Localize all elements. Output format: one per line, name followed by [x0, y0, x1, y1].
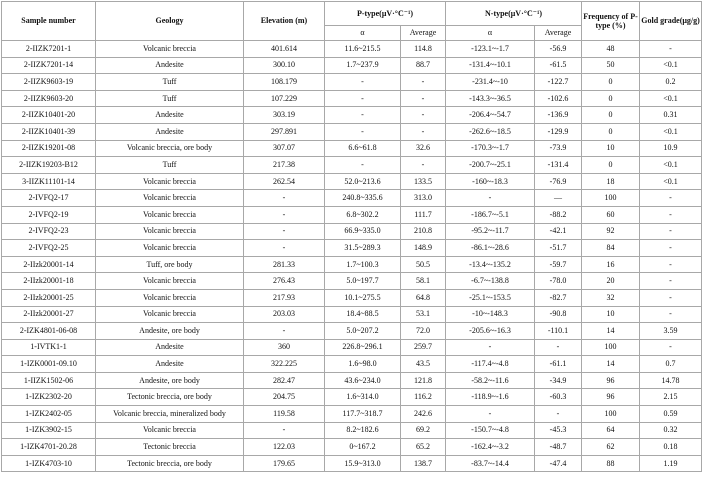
n-alpha-cell: -83.7~-14.4 — [446, 455, 535, 472]
sample-number-cell: 2-IIzk20001-18 — [2, 273, 96, 290]
frequency-cell: 14 — [582, 323, 640, 340]
elevation-cell: - — [244, 223, 325, 240]
table-header — [2, 2, 702, 41]
sample-number-cell: 1-IZK2402-05 — [2, 406, 96, 423]
n-alpha-cell: -131.4~-10.1 — [446, 57, 535, 74]
geology-header: Geology — [96, 2, 244, 41]
p-alpha-cell: 6.6~61.8 — [325, 140, 401, 157]
n-alpha-cell: -95.2~-11.7 — [446, 223, 535, 240]
frequency-cell: 100 — [582, 339, 640, 356]
p-alpha-cell: 18.4~88.5 — [325, 306, 401, 323]
n-alpha-cell: - — [446, 406, 535, 423]
n-average-cell: -56.9 — [535, 41, 582, 58]
n-alpha-cell: - — [446, 190, 535, 207]
n-average-cell: -61.5 — [535, 57, 582, 74]
n-alpha-cell: - — [446, 339, 535, 356]
n-average-cell: -136.9 — [535, 107, 582, 124]
geology-cell: Tectonic breccia — [96, 439, 244, 456]
p-average-cell: 138.7 — [401, 455, 446, 472]
p-alpha-cell: 117.7~318.7 — [325, 406, 401, 423]
frequency-cell: 50 — [582, 57, 640, 74]
p-average-cell: 148.9 — [401, 240, 446, 257]
p-average-cell: 65.2 — [401, 439, 446, 456]
n-average-cell: -45.3 — [535, 422, 582, 439]
p-alpha-cell: 11.6~215.5 — [325, 41, 401, 58]
geology-cell: Andesite — [96, 57, 244, 74]
thermoelectric-data-table — [1, 1, 702, 472]
table-row — [2, 123, 702, 140]
n-alpha-cell: -262.6~-18.5 — [446, 123, 535, 140]
gold-grade-cell: - — [640, 273, 702, 290]
n-alpha-cell: -186.7~-5.1 — [446, 206, 535, 223]
geology-cell: Volcanic breccia — [96, 41, 244, 58]
p-alpha-cell: 52.0~213.6 — [325, 173, 401, 190]
geology-cell: Tectonic breccia, ore body — [96, 455, 244, 472]
frequency-cell: 96 — [582, 389, 640, 406]
gold-grade-cell: - — [640, 339, 702, 356]
table-row — [2, 190, 702, 207]
gold-grade-header: Gold grade(μg/g) — [640, 2, 702, 41]
table-row — [2, 74, 702, 91]
n-alpha-cell: -206.4~-54.7 — [446, 107, 535, 124]
n-average-cell: -60.3 — [535, 389, 582, 406]
gold-grade-cell: <0.1 — [640, 123, 702, 140]
table-row — [2, 289, 702, 306]
gold-grade-cell: - — [640, 256, 702, 273]
n-average-cell: -78.0 — [535, 273, 582, 290]
gold-grade-cell: 0.31 — [640, 107, 702, 124]
n-average-cell: -61.1 — [535, 356, 582, 373]
elevation-cell: 217.93 — [244, 289, 325, 306]
frequency-cell: 0 — [582, 123, 640, 140]
elevation-cell: 122.03 — [244, 439, 325, 456]
frequency-cell: 32 — [582, 289, 640, 306]
geology-cell: Volcanic breccia — [96, 289, 244, 306]
gold-grade-cell: 14.78 — [640, 372, 702, 389]
frequency-cell: 48 — [582, 41, 640, 58]
gold-grade-cell: 0.59 — [640, 406, 702, 423]
geology-cell: Volcanic breccia — [96, 422, 244, 439]
frequency-cell: 0 — [582, 90, 640, 107]
sample-number-cell: 2-IIzk20001-27 — [2, 306, 96, 323]
frequency-cell: 20 — [582, 273, 640, 290]
table-row — [2, 372, 702, 389]
n-average-cell: -122.7 — [535, 74, 582, 91]
n-alpha-cell: -6.7~-138.8 — [446, 273, 535, 290]
geology-cell: Volcanic breccia, mineralized body — [96, 406, 244, 423]
p-type-header: P-type(μV·°C⁻¹) — [325, 2, 446, 26]
table-row — [2, 240, 702, 257]
n-average-cell: -73.9 — [535, 140, 582, 157]
n-average-cell: -90.8 — [535, 306, 582, 323]
p-alpha-cell: - — [325, 74, 401, 91]
gold-grade-cell: 0.32 — [640, 422, 702, 439]
elevation-cell: 307.07 — [244, 140, 325, 157]
elevation-cell: 281.33 — [244, 256, 325, 273]
sample-number-cell: 2-IVFQ2-25 — [2, 240, 96, 257]
frequency-cell: 0 — [582, 107, 640, 124]
table-row — [2, 439, 702, 456]
p-alpha-cell: 8.2~182.6 — [325, 422, 401, 439]
frequency-cell: 62 — [582, 439, 640, 456]
n-alpha-cell: -86.1~-28.6 — [446, 240, 535, 257]
frequency-cell: 84 — [582, 240, 640, 257]
geology-cell: Volcanic breccia — [96, 306, 244, 323]
elevation-cell: - — [244, 323, 325, 340]
frequency-cell: 100 — [582, 406, 640, 423]
n-average-cell: -110.1 — [535, 323, 582, 340]
table-row — [2, 41, 702, 58]
sample-number-cell: 1-IIZK1502-06 — [2, 372, 96, 389]
n-average-cell: -48.7 — [535, 439, 582, 456]
gold-grade-cell: - — [640, 190, 702, 207]
n-average-cell: -47.4 — [535, 455, 582, 472]
p-alpha-cell: 6.8~302.2 — [325, 206, 401, 223]
sample-number-cell: 2-IIZK10401-20 — [2, 107, 96, 124]
gold-grade-cell: - — [640, 41, 702, 58]
frequency-cell: 92 — [582, 223, 640, 240]
sample-number-cell: 2-IVFQ2-23 — [2, 223, 96, 240]
elevation-cell: 107.229 — [244, 90, 325, 107]
sample-number-cell: 2-IVFQ2-17 — [2, 190, 96, 207]
table-body — [2, 41, 702, 472]
geology-cell: Volcanic breccia — [96, 240, 244, 257]
n-average-cell: — — [535, 190, 582, 207]
n-alpha-cell: -205.6~-16.3 — [446, 323, 535, 340]
p-average-cell: 133.5 — [401, 173, 446, 190]
table-row — [2, 223, 702, 240]
geology-cell: Tuff — [96, 74, 244, 91]
table-row — [2, 389, 702, 406]
sample-number-cell: 1-IZK3902-15 — [2, 422, 96, 439]
elevation-cell: - — [244, 206, 325, 223]
frequency-cell: 14 — [582, 356, 640, 373]
p-average-cell: 121.8 — [401, 372, 446, 389]
table-row — [2, 140, 702, 157]
sample-number-cell: 2-IIZK9603-19 — [2, 74, 96, 91]
gold-grade-cell: <0.1 — [640, 157, 702, 174]
p-average-cell: - — [401, 74, 446, 91]
p-alpha-cell: 1.7~237.9 — [325, 57, 401, 74]
gold-grade-cell: 2.15 — [640, 389, 702, 406]
frequency-cell: 0 — [582, 74, 640, 91]
geology-cell: Volcanic breccia — [96, 206, 244, 223]
gold-grade-cell: 0.7 — [640, 356, 702, 373]
gold-grade-cell: - — [640, 240, 702, 257]
p-alpha-cell: 15.9~313.0 — [325, 455, 401, 472]
p-average-cell: - — [401, 123, 446, 140]
table-row — [2, 256, 702, 273]
sample-number-cell: 2-IIZK10401-39 — [2, 123, 96, 140]
p-average-cell: - — [401, 107, 446, 124]
gold-grade-cell: 1.19 — [640, 455, 702, 472]
table-row — [2, 455, 702, 472]
p-alpha-cell: 0~167.2 — [325, 439, 401, 456]
elevation-cell: 360 — [244, 339, 325, 356]
p-alpha-cell: 5.0~207.2 — [325, 323, 401, 340]
sample-number-cell: 2-IIZK9603-20 — [2, 90, 96, 107]
table-row — [2, 422, 702, 439]
sample-number-cell: 2-IIzk20001-14 — [2, 256, 96, 273]
n-average-cell: -42.1 — [535, 223, 582, 240]
geology-cell: Andesite — [96, 356, 244, 373]
table-row — [2, 90, 702, 107]
elevation-cell: 108.179 — [244, 74, 325, 91]
frequency-cell: 16 — [582, 256, 640, 273]
geology-cell: Andesite — [96, 107, 244, 124]
elevation-cell: 179.65 — [244, 455, 325, 472]
geology-cell: Volcanic breccia — [96, 273, 244, 290]
p-average-cell: 53.1 — [401, 306, 446, 323]
sample-number-header: Sample number — [2, 2, 96, 41]
geology-cell: Tectonic breccia, ore body — [96, 389, 244, 406]
geology-cell: Volcanic breccia — [96, 173, 244, 190]
sample-number-cell: 1-IVTK1-1 — [2, 339, 96, 356]
geology-cell: Volcanic breccia — [96, 190, 244, 207]
frequency-cell: 18 — [582, 173, 640, 190]
p-average-cell: 313.0 — [401, 190, 446, 207]
table-row — [2, 57, 702, 74]
sample-number-cell: 2-IIzk20001-25 — [2, 289, 96, 306]
sample-number-cell: 2-IIZK7201-1 — [2, 41, 96, 58]
elevation-cell: 217.38 — [244, 157, 325, 174]
table-row — [2, 406, 702, 423]
sample-number-cell: 2-IZK4801-06-08 — [2, 323, 96, 340]
p-average-cell: 69.2 — [401, 422, 446, 439]
geology-cell: Volcanic breccia, ore body — [96, 140, 244, 157]
gold-grade-cell: 10.9 — [640, 140, 702, 157]
sample-number-cell: 2-IVFQ2-19 — [2, 206, 96, 223]
p-average-cell: - — [401, 90, 446, 107]
elevation-cell: 282.47 — [244, 372, 325, 389]
gold-grade-cell: <0.1 — [640, 90, 702, 107]
p-alpha-cell: 5.0~197.7 — [325, 273, 401, 290]
p-average-cell: 72.0 — [401, 323, 446, 340]
n-average-cell: -129.9 — [535, 123, 582, 140]
n-average-cell: -76.9 — [535, 173, 582, 190]
gold-grade-cell: - — [640, 223, 702, 240]
p-alpha-cell: 31.5~289.3 — [325, 240, 401, 257]
elevation-cell: 401.614 — [244, 41, 325, 58]
geology-cell: Volcanic breccia — [96, 223, 244, 240]
p-average-cell: 111.7 — [401, 206, 446, 223]
geology-cell: Tuff, ore body — [96, 256, 244, 273]
n-alpha-cell: -10~-148.3 — [446, 306, 535, 323]
p-average-cell: - — [401, 157, 446, 174]
p-average-cell: 32.6 — [401, 140, 446, 157]
n-alpha-cell: -200.7~-25.1 — [446, 157, 535, 174]
n-average-cell: -82.7 — [535, 289, 582, 306]
geology-cell: Andesite — [96, 123, 244, 140]
p-alpha-cell: 10.1~275.5 — [325, 289, 401, 306]
p-alpha-header: α — [325, 26, 401, 41]
p-alpha-cell: 240.8~335.6 — [325, 190, 401, 207]
gold-grade-cell: 0.18 — [640, 439, 702, 456]
table-row — [2, 157, 702, 174]
n-alpha-cell: -117.4~-4.8 — [446, 356, 535, 373]
p-average-cell: 64.8 — [401, 289, 446, 306]
elevation-cell: 303.19 — [244, 107, 325, 124]
p-average-cell: 210.8 — [401, 223, 446, 240]
sample-number-cell: 2-IIZK19203-B12 — [2, 157, 96, 174]
p-alpha-cell: 1.6~314.0 — [325, 389, 401, 406]
elevation-cell: 300.10 — [244, 57, 325, 74]
frequency-cell: 10 — [582, 306, 640, 323]
table-row — [2, 173, 702, 190]
elevation-cell: 322.225 — [244, 356, 325, 373]
sample-number-cell: 1-IZK4701-20.28 — [2, 439, 96, 456]
sample-number-cell: 2-IIZK7201-14 — [2, 57, 96, 74]
geology-cell: Tuff — [96, 157, 244, 174]
sample-number-cell: 3-IIZK11101-14 — [2, 173, 96, 190]
n-alpha-cell: -25.1~-153.5 — [446, 289, 535, 306]
p-average-cell: 43.5 — [401, 356, 446, 373]
sample-number-cell: 2-IIZK19201-08 — [2, 140, 96, 157]
geology-cell: Andesite, ore body — [96, 323, 244, 340]
elevation-cell: 262.54 — [244, 173, 325, 190]
n-average-cell: -34.9 — [535, 372, 582, 389]
table-row — [2, 273, 702, 290]
p-average-cell: 242.6 — [401, 406, 446, 423]
p-average-cell: 259.7 — [401, 339, 446, 356]
table-row — [2, 323, 702, 340]
frequency-header: Frequency of P-type (%) — [582, 2, 640, 41]
frequency-cell: 0 — [582, 157, 640, 174]
n-type-header: N-type(μV·°C⁻¹) — [446, 2, 582, 26]
elevation-cell: 297.891 — [244, 123, 325, 140]
elevation-cell: - — [244, 240, 325, 257]
p-alpha-cell: 1.6~98.0 — [325, 356, 401, 373]
frequency-cell: 10 — [582, 140, 640, 157]
frequency-cell: 96 — [582, 372, 640, 389]
frequency-cell: 64 — [582, 422, 640, 439]
table-row — [2, 306, 702, 323]
elevation-cell: 203.03 — [244, 306, 325, 323]
p-alpha-cell: - — [325, 107, 401, 124]
elevation-cell: 119.58 — [244, 406, 325, 423]
n-average-cell: - — [535, 339, 582, 356]
n-alpha-cell: -118.9~-1.6 — [446, 389, 535, 406]
n-average-cell: -131.4 — [535, 157, 582, 174]
gold-grade-cell: <0.1 — [640, 57, 702, 74]
geology-cell: Andesite — [96, 339, 244, 356]
frequency-cell: 100 — [582, 190, 640, 207]
frequency-cell: 60 — [582, 206, 640, 223]
n-alpha-cell: -160~-18.3 — [446, 173, 535, 190]
p-average-header: Average — [401, 26, 446, 41]
n-alpha-cell: -143.3~-36.5 — [446, 90, 535, 107]
n-alpha-header: α — [446, 26, 535, 41]
table-row — [2, 339, 702, 356]
sample-number-cell: 1-IZK0001-09.10 — [2, 356, 96, 373]
p-alpha-cell: 43.6~234.0 — [325, 372, 401, 389]
n-alpha-cell: -170.3~-1.7 — [446, 140, 535, 157]
geology-cell: Andesite, ore body — [96, 372, 244, 389]
p-alpha-cell: - — [325, 90, 401, 107]
gold-grade-cell: 3.59 — [640, 323, 702, 340]
n-average-cell: - — [535, 406, 582, 423]
p-average-cell: 116.2 — [401, 389, 446, 406]
gold-grade-cell: - — [640, 206, 702, 223]
p-alpha-cell: - — [325, 123, 401, 140]
elevation-cell: - — [244, 190, 325, 207]
n-average-cell: -102.6 — [535, 90, 582, 107]
p-alpha-cell: - — [325, 157, 401, 174]
p-average-cell: 88.7 — [401, 57, 446, 74]
p-average-cell: 50.5 — [401, 256, 446, 273]
n-alpha-cell: -13.4~-135.2 — [446, 256, 535, 273]
p-alpha-cell: 226.8~296.1 — [325, 339, 401, 356]
p-alpha-cell: 1.7~100.3 — [325, 256, 401, 273]
elevation-cell: - — [244, 422, 325, 439]
gold-grade-cell: <0.1 — [640, 173, 702, 190]
frequency-cell: 88 — [582, 455, 640, 472]
elevation-header: Elevation (m) — [244, 2, 325, 41]
n-alpha-cell: -123.1~-1.7 — [446, 41, 535, 58]
p-average-cell: 58.1 — [401, 273, 446, 290]
n-alpha-cell: -58.2~-11.6 — [446, 372, 535, 389]
n-alpha-cell: -231.4~-10 — [446, 74, 535, 91]
table-row — [2, 356, 702, 373]
n-average-cell: -59.7 — [535, 256, 582, 273]
gold-grade-cell: - — [640, 306, 702, 323]
n-alpha-cell: -162.4~-3.2 — [446, 439, 535, 456]
elevation-cell: 204.75 — [244, 389, 325, 406]
elevation-cell: 276.43 — [244, 273, 325, 290]
n-alpha-cell: -150.7~-4.8 — [446, 422, 535, 439]
n-average-cell: -88.2 — [535, 206, 582, 223]
sample-number-cell: 1-IZK4703-10 — [2, 455, 96, 472]
sample-number-cell: 1-IZK2302-20 — [2, 389, 96, 406]
table-row — [2, 107, 702, 124]
p-alpha-cell: 66.9~335.0 — [325, 223, 401, 240]
table-row — [2, 206, 702, 223]
gold-grade-cell: 0.2 — [640, 74, 702, 91]
gold-grade-cell: - — [640, 289, 702, 306]
p-average-cell: 114.8 — [401, 41, 446, 58]
n-average-header: Average — [535, 26, 582, 41]
n-average-cell: -51.7 — [535, 240, 582, 257]
geology-cell: Tuff — [96, 90, 244, 107]
